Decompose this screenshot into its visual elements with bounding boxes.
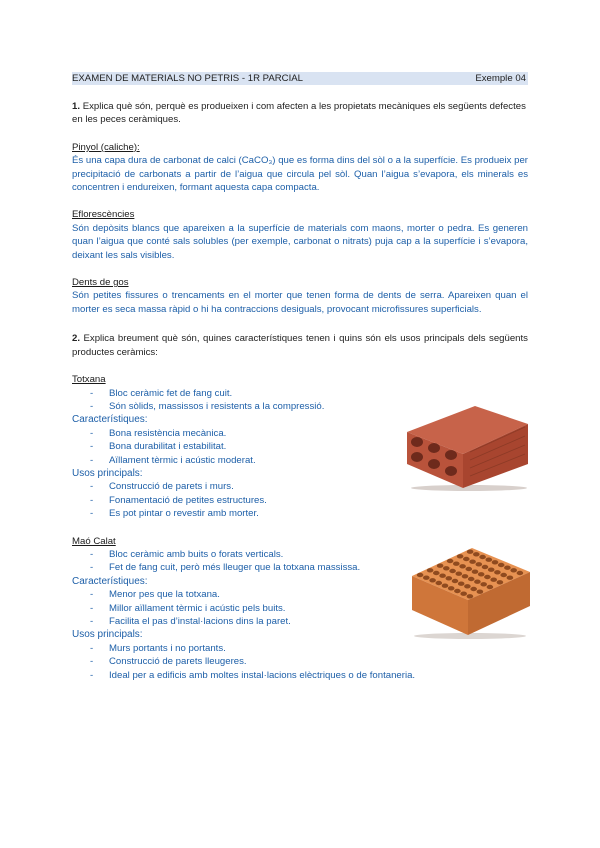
totxana-brick-image [405,402,530,492]
list-item: - Millor aïllament tèrmic i acústic pels buits. [72,602,528,615]
list-item: - Bona resistència mecànica. [72,427,528,440]
brick-hole [457,554,464,558]
brick-hole [497,580,504,584]
list-item: - Construcció de parets i murs. [72,480,528,493]
brick-hole [439,574,446,578]
brick-hole [484,575,491,579]
defect-desc: Són depòsits blancs que apareixen a la superfície de materials com maons, morter o pedra. Es generen quan l’aigua que conté sals solubles (per exemple, carbonat o nitrats) puja cap a la superfície i s’evapora, deixant les sals visibles. [72,222,528,261]
mao-calat-brick-image [408,540,532,640]
brick-hole [446,576,453,580]
list-item: - Bloc ceràmic fet de fang cuit. [72,387,528,400]
brick-hole [492,560,499,564]
list-item: - Construcció de parets lleugeres. [72,655,528,668]
product-name: Totxana [72,374,106,386]
brick-hole [427,568,434,572]
brick-hole [459,564,466,568]
defect-term: Dents de gos [72,277,129,289]
defect-term: Pinyol (caliche): [72,141,140,153]
brick-hole [490,578,497,582]
brick-hole [468,577,475,581]
brick-hole [449,569,456,573]
list-item: - Es pot pintar o revestir amb morter. [72,507,528,520]
brick-hole [479,555,486,559]
brick-hole [472,570,479,574]
brick-hole [466,567,473,571]
brick-hole [433,571,440,575]
question-2-text: 2. Explica breument què són, quines característiques tenen i quins són els usos principals dels següents productes ceràmics: [72,333,528,358]
brick-hole [487,585,494,589]
brick-hole [476,562,483,566]
characteristics-label: Característiques: [72,575,148,587]
defect-desc: És una capa dura de carbonat de calci (CaCO₃) que es forma dins del sòl o a la superfície. Es produeix per precipitació de carbonats a partir de l’aigua que circula pel sòl. Quan l’aigua s’evapora, els minerals es concentren i endureixen, formant aquesta capa compacta. [72,155,528,194]
header-example: Exemple 04 [475,73,526,84]
brick-hole [467,594,474,598]
list-item: - Són sòlids, massissos i resistents a la compressió. [72,400,528,413]
brick-hole [458,582,465,586]
uses-label: Usos principals: [72,629,143,641]
list-item: - Murs portants i no portants. [72,642,528,655]
brick-hole [477,590,484,594]
list-item: - Fonamentació de petites estructures. [72,494,528,507]
list-item: - Bona durabilitat i estabilitat. [72,440,528,453]
question-1-text: 1. Explica què són, perquè es produeixen i com afecten a les propietats mecàniques els següents defectes en les peces ceràmiques. [72,101,526,126]
brick-hole [482,565,489,569]
brick-hole [423,576,430,580]
question-1 [72,100,528,127]
brick-hole [417,573,424,577]
brick-hole [462,574,469,578]
defect-pinyol [72,141,528,195]
defect-eflorescencies [72,208,528,262]
brick-hole [448,586,455,590]
list-item: - Bloc ceràmic amb buits o forats verticals. [72,548,528,561]
brick-hole [488,568,495,572]
brick-hole [486,558,493,562]
list-item: - Menor pes que la totxana. [72,588,528,601]
header-title: EXAMEN DE MATERIALS NO PETRIS - 1R PARCIAL [72,73,304,84]
brick-hole [467,550,474,554]
brick-hole [517,571,524,575]
list-item: - Fet de fang cuit, però més lleuger que la totxana massissa. [72,561,528,574]
brick-hole [437,564,444,568]
list-item: - Aïllament tèrmic i acústic moderat. [72,454,528,467]
brick-hole [460,592,467,596]
brick-hole [442,584,449,588]
brick-hole [429,578,436,582]
list-item: - Ideal per a edificis amb moltes instal·lacions elèctriques o de fontaneria. [72,669,528,682]
brick-hole [504,566,511,570]
brick-hole [473,552,480,556]
brick-hole [436,581,443,585]
brick-hole [464,584,471,588]
uses-list [72,642,528,682]
brick-hole [470,587,477,591]
uses-label: Usos principals: [72,467,143,479]
header-bar [72,72,528,85]
brick-shadow [411,485,527,491]
brick-hole [452,579,459,583]
brick-hole [507,576,514,580]
defect-desc: Són petites fissures o trencaments en el morter que tenen forma de dents de serra. Apareixen quan el morter es seca massa ràpid o hi ha contraccions desiguals, provocant microfissures superficials. [72,290,528,315]
brick-hole [498,563,505,567]
brick-hole [480,582,487,586]
brick-hole [510,568,517,572]
brick-hole [447,559,454,563]
characteristics-label: Característiques: [72,414,148,426]
brick-hole [469,560,476,564]
brick-hole [463,557,470,561]
product-name: Maó Calat [72,535,116,547]
defect-term: Eflorescències [72,209,135,221]
list-item: - Facilita el pas d’instal·lacions dins la paret. [72,615,528,628]
brick-hole [454,589,461,593]
brick-hole [456,572,463,576]
brick-hole [500,573,507,577]
defect-dents-de-gos [72,276,528,316]
brick-hole [453,562,460,566]
brick-hole [474,580,481,584]
question-2 [72,332,528,359]
brick-hole [443,566,450,570]
brick-hole [478,572,485,576]
brick-hole [494,570,501,574]
